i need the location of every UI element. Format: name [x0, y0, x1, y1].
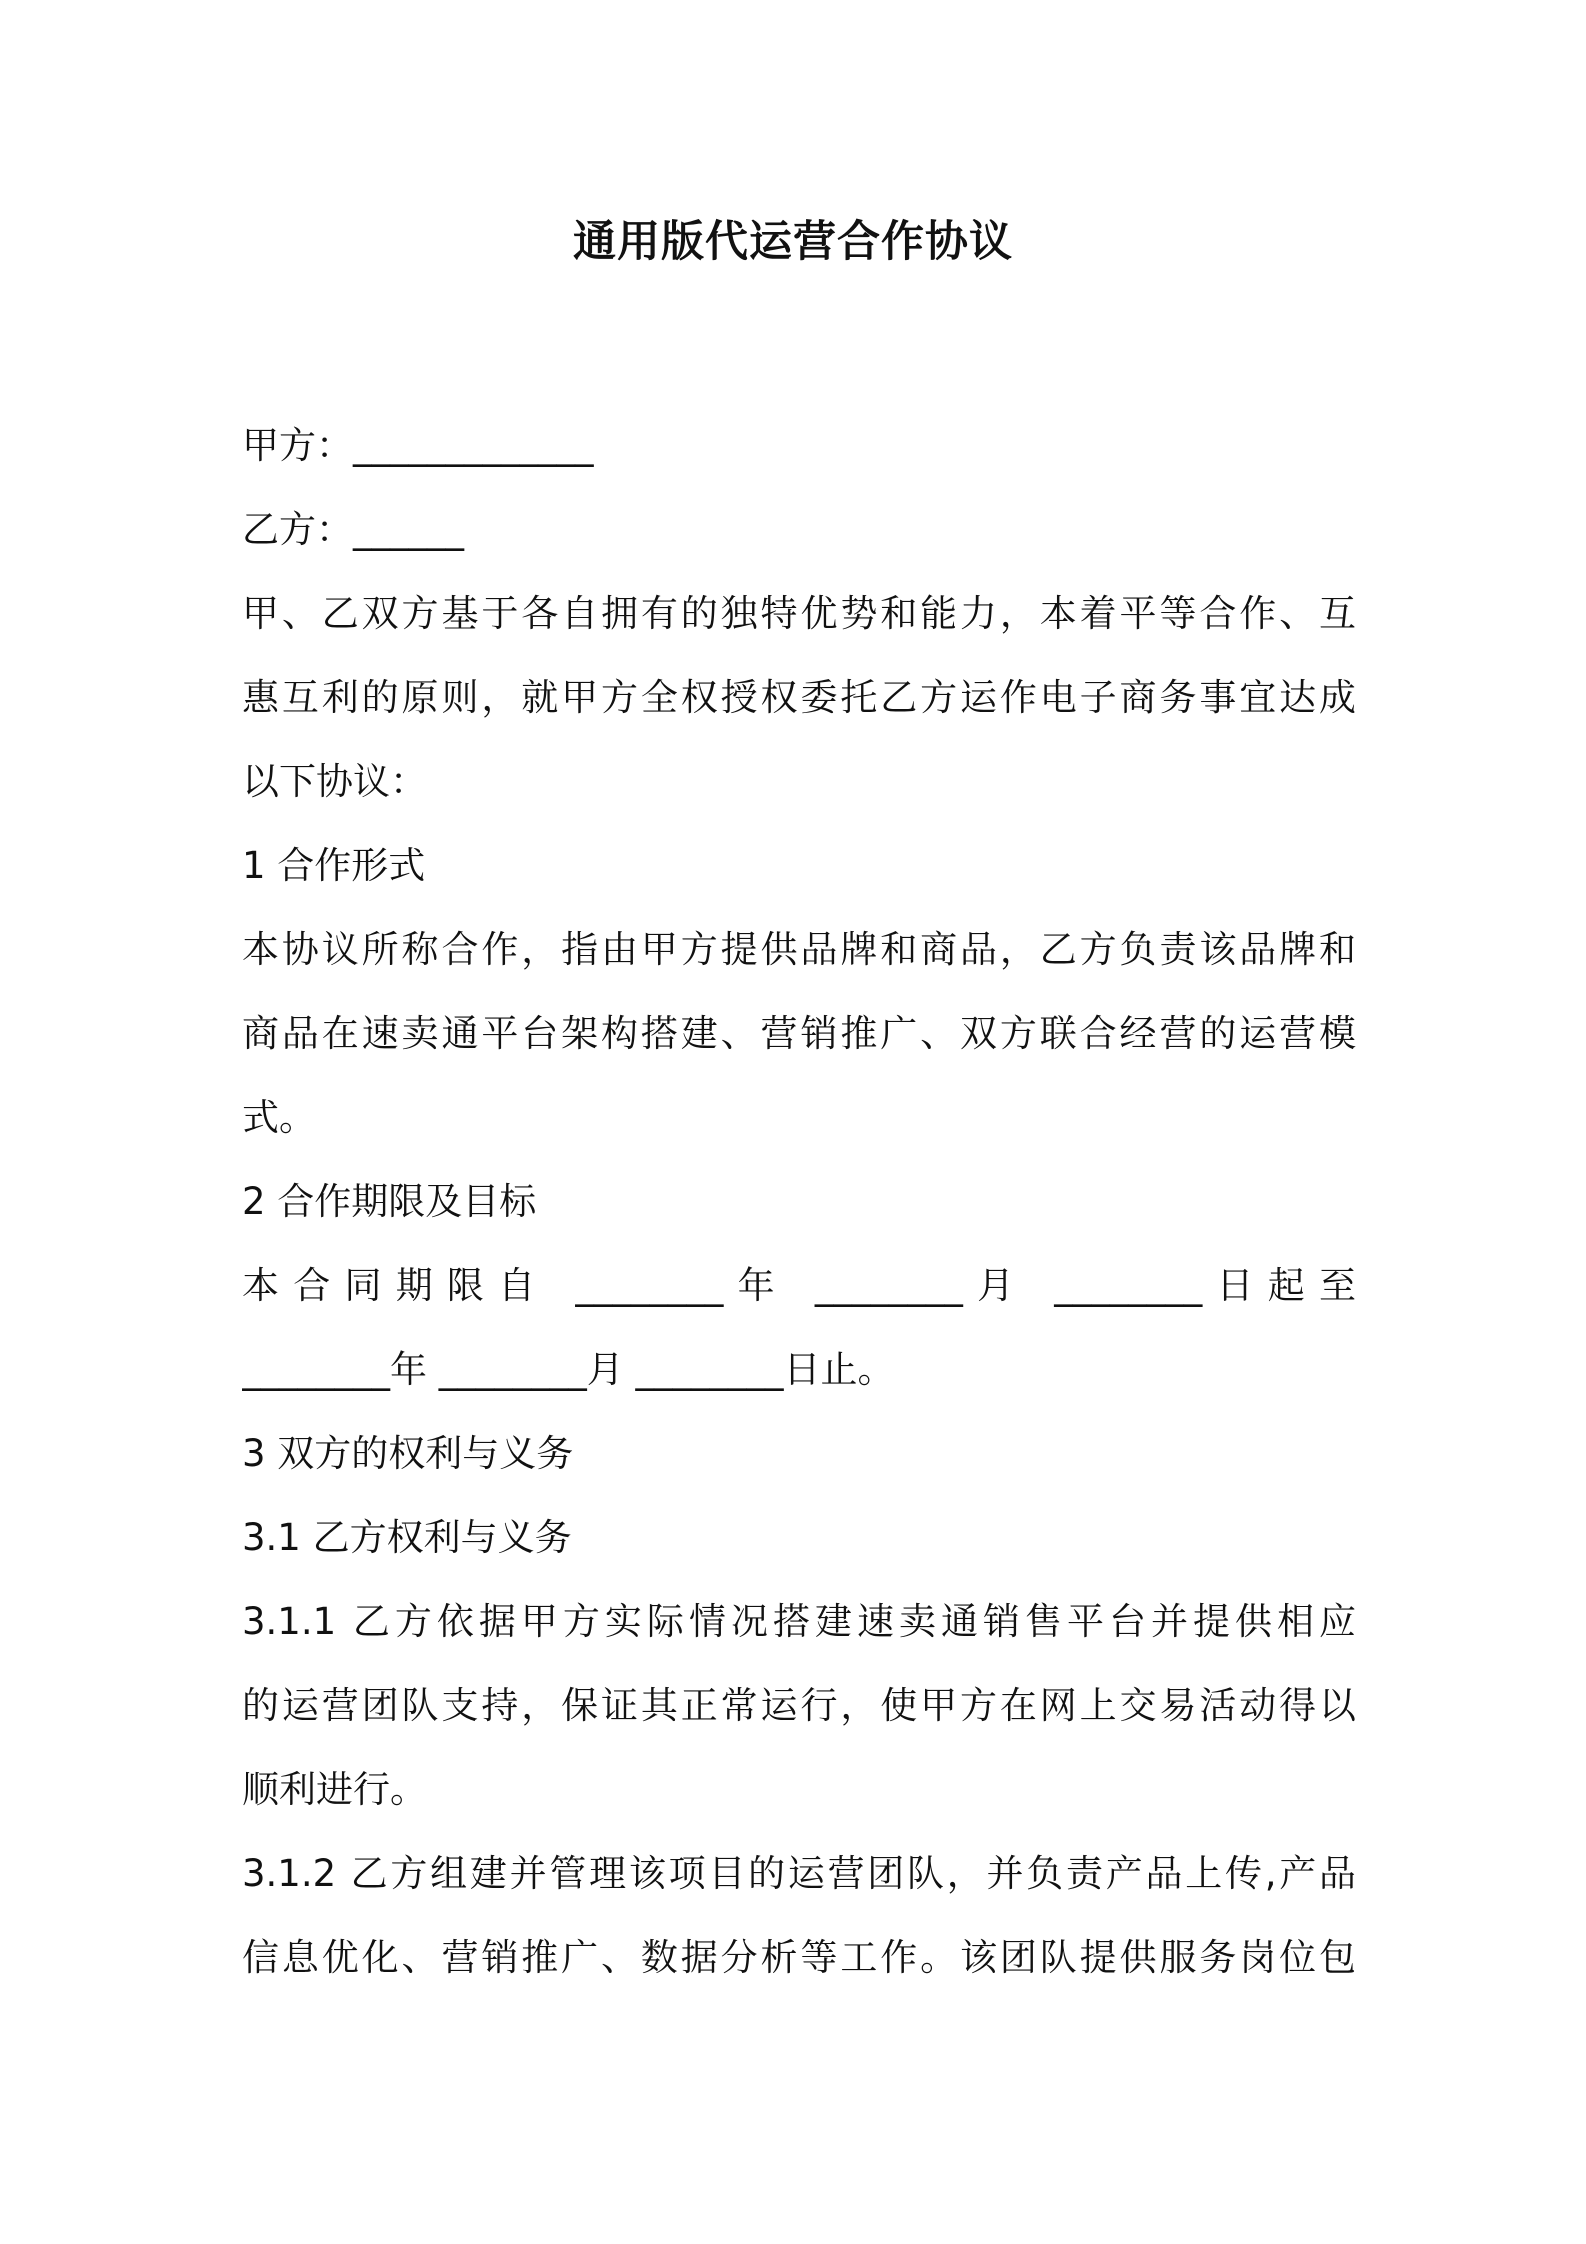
clause-3-1-1-line-3: 顺利进行。 [242, 1768, 427, 1811]
clause-3-1-1-line-2: 的运营团队支持，保证其正常运行，使甲方在网上交易活动得以 [242, 1684, 1356, 1727]
preamble-line-2: 惠互利的原则，就甲方全权授权委托乙方运作电子商务事宜达成 [242, 676, 1356, 719]
subsection-heading-party-b: 3.1 乙方权利与义务 [242, 1516, 572, 1559]
cooperation-form-line-3: 式。 [242, 1096, 316, 1139]
cooperation-form-line-2: 商品在速卖通平台架构搭建、营销推广、双方联合经营的运营模 [242, 1012, 1356, 1055]
party-a-line: 甲方：_____________ [242, 424, 594, 467]
term-line-1: 本合同期限自 ________年 ________月 ________日起至 [242, 1264, 1356, 1307]
section-heading-cooperation-form: 1 合作形式 [242, 844, 426, 887]
clause-3-1-2-line-2: 信息优化、营销推广、数据分析等工作。该团队提供服务岗位包 [242, 1936, 1356, 1979]
clause-3-1-2-line-1: 3.1.2 乙方组建并管理该项目的运营团队，并负责产品上传,产品 [242, 1852, 1356, 1895]
term-line-2: ________年 ________月 ________日止。 [242, 1348, 895, 1391]
preamble-line-3: 以下协议： [242, 760, 427, 803]
preamble-line-1: 甲、乙双方基于各自拥有的独特优势和能力，本着平等合作、互 [242, 592, 1356, 635]
party-b-line: 乙方：______ [242, 508, 464, 551]
document-body [242, 404, 1356, 2000]
clause-3-1-1-line-1: 3.1.1 乙方依据甲方实际情况搭建速卖通销售平台并提供相应 [242, 1600, 1356, 1643]
section-heading-term: 2 合作期限及目标 [242, 1180, 537, 1223]
document-title: 通用版代运营合作协议 [573, 217, 1013, 267]
section-heading-rights: 3 双方的权利与义务 [242, 1432, 574, 1475]
cooperation-form-line-1: 本协议所称合作，指由甲方提供品牌和商品，乙方负责该品牌和 [242, 928, 1356, 971]
